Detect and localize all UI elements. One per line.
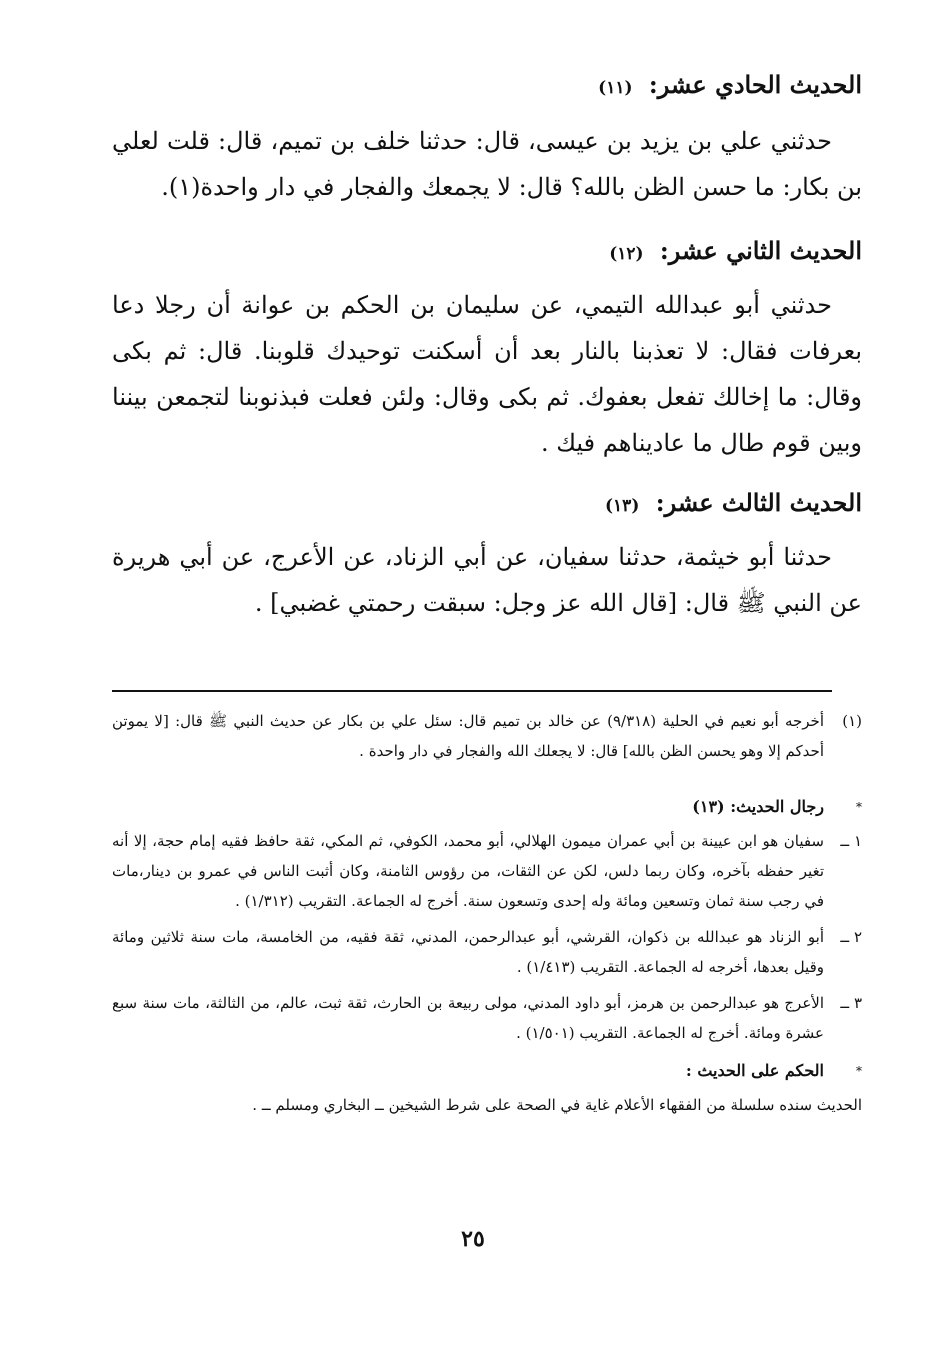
hadith-11-title: الحديث الحادي عشر: — [648, 70, 862, 99]
footnote-1-number: (١) — [842, 712, 862, 730]
hadith-12-title: الحديث الثاني عشر: — [659, 236, 862, 265]
hadith-12-number: (١٢) — [609, 244, 644, 264]
narrator-text: سفيان هو ابن عيينة بن أبي عمران ميمون الهلالي، أبو محمد، الكوفي، ثم المكي، ثقة حافظ فقيه إمام حجة، إلا أنه تغير حفظه بآخره، وكان ربما دلس، لكن عن الثقات، من رؤوس الثامنة، وكان أثبت الناس في عمرو بن دينار،مات في رجب سنة ثمان وتسعين ومائة وله إحدى وتسعون سنة. أخرج له الجماعة. التقريب (١/٣١٢) . — [112, 832, 824, 910]
star-marker: * — [856, 1064, 862, 1078]
narrator-number: ١ ــ — [840, 832, 862, 850]
rijal-heading — [112, 792, 862, 822]
footnote-separator — [112, 690, 832, 692]
hukm-text: الحديث سنده سلسلة من الفقهاء الأعلام غاية في الصحة على شرط الشيخين ــ البخاري ومسلم ــ . — [252, 1096, 862, 1114]
rijal-title: رجال الحديث: (١٣) — [692, 797, 824, 816]
hadith-12-text: حدثني أبو عبدالله التيمي، عن سليمان بن الحكم بن عوانة أن رجلا دعا بعرفات فقال: لا تعذبنا بالنار بعد أن أسكنت توحيدك قلوبنا. قال: ثم بكى وقال: ما إخالك تفعل بعفوك. ثم بكى وقال: ولئن فعلت فبذنوبنا لتجمعن بيننا وبين قوم طال ما عاديناهم فيك . — [112, 291, 862, 457]
narrator-text: أبو الزناد هو عبدالله بن ذكوان، القرشي، أبو عبدالرحمن، المدني، ثقة فقيه، من الخامسة، مات سنة ثلاثين ومائة وقيل بعدها، أخرجه له الجماعة. التقريب (١/٤١٣) . — [112, 928, 824, 976]
footnote-1 — [112, 706, 862, 766]
hukm-title: الحكم على الحديث : — [685, 1061, 824, 1080]
hadith-13-text-block — [112, 534, 862, 626]
hadith-11-text-block — [112, 118, 862, 210]
narrator-item — [112, 922, 862, 982]
narrator-number: ٢ ــ — [840, 928, 862, 946]
hadith-12-text-block — [112, 282, 862, 466]
hadith-11-text: حدثني علي بن يزيد بن عيسى، قال: حدثنا خلف بن تميم، قال: قلت لعلي بن بكار: ما حسن الظن بالله؟ قال: لا يجمعك والفجار في دار واحدة(١). — [112, 127, 862, 201]
hadith-11-number: (١١) — [598, 78, 633, 98]
narrator-number: ٣ ــ — [840, 994, 862, 1012]
hadith-13-heading — [605, 488, 862, 517]
narrator-item — [112, 988, 862, 1048]
hadith-13-number: (١٣) — [605, 496, 640, 516]
hukm-body — [112, 1090, 862, 1120]
hadith-12-heading — [609, 236, 862, 265]
hadith-13-title: الحديث الثالث عشر: — [655, 488, 862, 517]
narrator-text: الأعرج هو عبدالرحمن بن هرمز، أبو داود المدني، مولى ربيعة بن الحارث، ثقة ثبت، عالم، من الثالثة، مات سنة سبع عشرة ومائة. أخرج له الجماعة. التقريب (١/٥٠١) . — [112, 994, 824, 1042]
footnotes — [112, 706, 862, 1120]
hukm-heading — [112, 1056, 862, 1086]
page-number: ٢٥ — [461, 1226, 485, 1252]
hadith-13-text: حدثنا أبو خيثمة، حدثنا سفيان، عن أبي الزناد، عن الأعرج، عن أبي هريرة عن النبي ﷺ قال: [قال الله عز وجل: سبقت رحمتي غضبي] . — [112, 543, 862, 617]
narrator-item — [112, 826, 862, 916]
star-marker: * — [856, 800, 862, 814]
footnote-1-text: أخرجه أبو نعيم في الحلية (٩/٣١٨) عن خالد بن تميم قال: سئل علي بن بكار عن حديث النبي ﷺ قال: [لا يموتن أحدكم إلا وهو يحسن الظن بالله] قال: لا يجعلك الله والفجار في دار واحدة . — [112, 712, 824, 760]
hadith-11-heading — [598, 70, 862, 99]
